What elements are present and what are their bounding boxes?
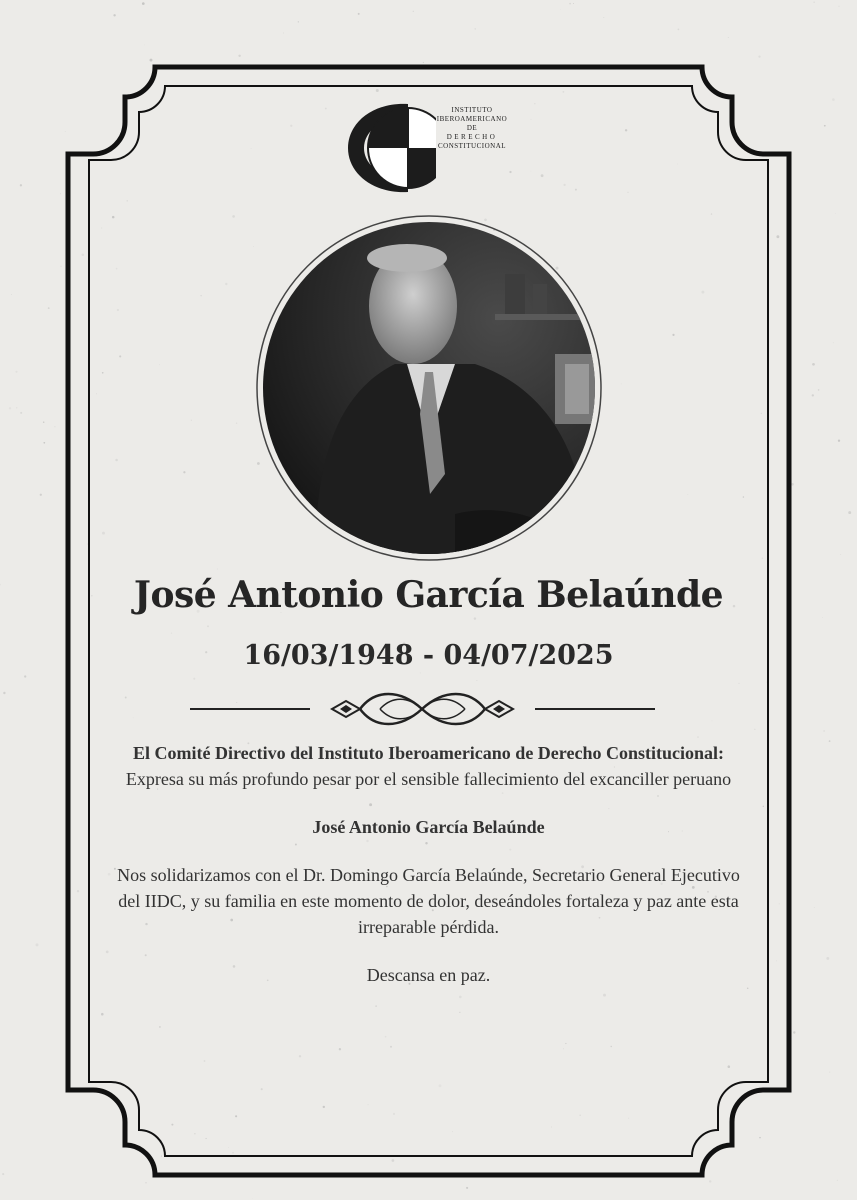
message-heading: El Comité Directivo del Instituto Iberoamericano de Derecho Constitucional: — [133, 743, 724, 763]
logo-line: DE — [466, 124, 478, 132]
message-paragraph: Nos solidarizamos con el Dr. Domingo García Belaúnde, Secretario General Ejecutivo del IIDC, y su familia en este momento de dolor, deseándoles fortaleza y paz ante esta irreparable pérdida. — [117, 865, 740, 937]
logo-line: INSTITUTO — [451, 106, 493, 114]
institute-logo — [346, 100, 516, 196]
person-name: José Antonio García Belaúnde — [133, 574, 724, 616]
ornamental-divider-icon — [180, 684, 677, 734]
message-line: Expresa su más profundo pesar por el sensible fallecimiento del excanciller peruano — [125, 769, 732, 789]
message-closing: Descansa en paz. — [366, 965, 491, 985]
logo-line: IBEROAMERICANO — [436, 115, 508, 123]
logo-line: DERECHO — [446, 133, 498, 141]
logo-line: CONSTITUCIONAL — [437, 142, 507, 150]
logo-text — [426, 106, 518, 151]
life-dates: 16/03/1948 - 04/07/2025 — [243, 640, 614, 671]
message-name: José Antonio García Belaúnde — [312, 817, 545, 837]
logo-emblem-icon — [346, 100, 436, 196]
condolence-message — [110, 740, 747, 988]
portrait-photo — [255, 214, 603, 562]
